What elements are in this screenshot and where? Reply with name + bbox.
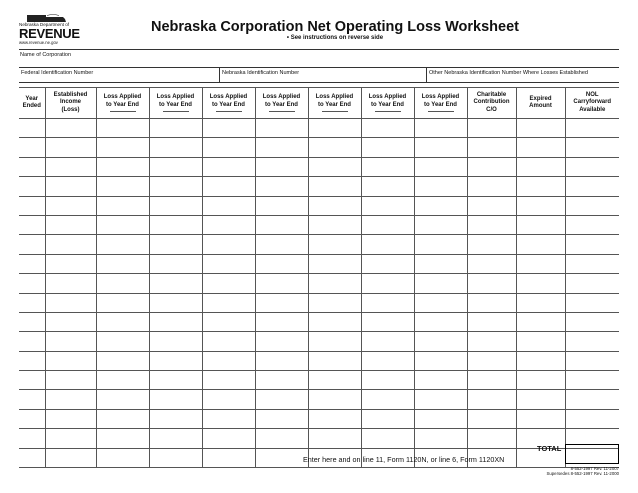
table-cell[interactable] bbox=[467, 409, 516, 428]
table-cell[interactable] bbox=[96, 371, 149, 390]
agency-website: www.revenue.ne.gov bbox=[19, 40, 58, 45]
table-cell[interactable] bbox=[45, 429, 96, 448]
column-header-line: Loss Applied bbox=[421, 94, 460, 100]
table-cell[interactable] bbox=[516, 235, 565, 254]
table-cell[interactable] bbox=[414, 293, 467, 312]
table-cell[interactable] bbox=[45, 119, 96, 138]
table-cell[interactable] bbox=[19, 390, 45, 409]
table-cell[interactable] bbox=[45, 157, 96, 176]
table-cell[interactable] bbox=[565, 138, 619, 157]
table-cell[interactable] bbox=[516, 138, 565, 157]
table-cell[interactable] bbox=[516, 215, 565, 234]
table-cell[interactable] bbox=[96, 215, 149, 234]
table-cell[interactable] bbox=[414, 351, 467, 370]
table-cell[interactable] bbox=[516, 409, 565, 428]
table-cell[interactable] bbox=[149, 293, 202, 312]
column-header bbox=[516, 88, 565, 119]
column-header bbox=[414, 88, 467, 119]
table-row bbox=[19, 274, 619, 293]
table-cell[interactable] bbox=[516, 177, 565, 196]
table-cell[interactable] bbox=[565, 312, 619, 331]
table-cell[interactable] bbox=[255, 254, 308, 273]
table-cell[interactable] bbox=[96, 351, 149, 370]
column-header-line: C/O bbox=[486, 106, 497, 113]
year-end-blank[interactable] bbox=[163, 111, 189, 112]
table-cell[interactable] bbox=[149, 235, 202, 254]
table-cell[interactable] bbox=[255, 138, 308, 157]
table-cell[interactable] bbox=[45, 371, 96, 390]
table-cell[interactable] bbox=[516, 332, 565, 351]
column-header bbox=[255, 88, 308, 119]
table-cell[interactable] bbox=[202, 235, 255, 254]
table-cell[interactable] bbox=[308, 390, 361, 409]
table-cell[interactable] bbox=[414, 332, 467, 351]
table-cell[interactable] bbox=[361, 390, 414, 409]
table-cell[interactable] bbox=[255, 293, 308, 312]
federal-id-field[interactable] bbox=[19, 68, 219, 82]
table-cell[interactable] bbox=[516, 390, 565, 409]
table-cell[interactable] bbox=[202, 390, 255, 409]
table-cell[interactable] bbox=[361, 157, 414, 176]
corporation-name-label: Name of Corporation bbox=[20, 52, 72, 58]
table-header-row bbox=[19, 88, 619, 119]
column-header-line: to Year End bbox=[318, 101, 351, 108]
total-label: TOTAL bbox=[537, 444, 562, 453]
table-cell[interactable] bbox=[96, 138, 149, 157]
table-cell[interactable] bbox=[255, 409, 308, 428]
table-cell[interactable] bbox=[361, 177, 414, 196]
form-number: 8-552-1997 Rev. 11-2007 bbox=[570, 466, 619, 471]
table-row bbox=[19, 293, 619, 312]
table-cell[interactable] bbox=[467, 196, 516, 215]
table-cell[interactable] bbox=[565, 351, 619, 370]
table-cell[interactable] bbox=[467, 390, 516, 409]
table-cell[interactable] bbox=[202, 332, 255, 351]
table-cell[interactable] bbox=[516, 312, 565, 331]
year-end-blank[interactable] bbox=[110, 111, 136, 112]
table-cell[interactable] bbox=[202, 448, 255, 467]
table-cell[interactable] bbox=[414, 177, 467, 196]
table-cell[interactable] bbox=[45, 215, 96, 234]
table-cell[interactable] bbox=[467, 274, 516, 293]
table-cell[interactable] bbox=[516, 293, 565, 312]
table-cell[interactable] bbox=[149, 312, 202, 331]
table-cell[interactable] bbox=[414, 119, 467, 138]
table-row bbox=[19, 390, 619, 409]
column-header bbox=[149, 88, 202, 119]
column-header bbox=[45, 88, 96, 119]
table-cell[interactable] bbox=[96, 409, 149, 428]
table-cell[interactable] bbox=[149, 119, 202, 138]
table-cell[interactable] bbox=[19, 351, 45, 370]
agency-name: REVENUE bbox=[19, 26, 80, 41]
table-cell[interactable] bbox=[96, 293, 149, 312]
table-cell[interactable] bbox=[149, 254, 202, 273]
table-cell[interactable] bbox=[96, 235, 149, 254]
revenue-logo bbox=[19, 14, 80, 48]
table-cell[interactable] bbox=[308, 157, 361, 176]
table-cell[interactable] bbox=[96, 254, 149, 273]
other-nebraska-id-label: Other Nebraska Identification Number Where Losses Established bbox=[429, 70, 588, 76]
table-cell[interactable] bbox=[19, 429, 45, 448]
table-row bbox=[19, 119, 619, 138]
form-title: Nebraska Corporation Net Operating Loss Worksheet bbox=[151, 19, 519, 35]
column-header-line: Expired bbox=[529, 95, 552, 102]
table-cell[interactable] bbox=[361, 254, 414, 273]
column-header-line: Charitable bbox=[476, 91, 507, 98]
table-cell[interactable] bbox=[45, 196, 96, 215]
table-cell[interactable] bbox=[19, 448, 45, 467]
table-cell[interactable] bbox=[516, 196, 565, 215]
column-header-line: to Year End bbox=[265, 101, 298, 108]
enter-instruction: Enter here and on line 11, Form 1120N, or line 6, Form 1120XN bbox=[303, 455, 505, 464]
column-header bbox=[202, 88, 255, 119]
table-cell[interactable] bbox=[202, 293, 255, 312]
year-end-blank[interactable] bbox=[428, 111, 454, 112]
table-cell[interactable] bbox=[308, 138, 361, 157]
supersedes-note: Supersedes 8-552-1997 Rev. 11-2000 bbox=[546, 471, 619, 477]
table-cell[interactable] bbox=[414, 274, 467, 293]
table-cell[interactable] bbox=[361, 274, 414, 293]
column-header bbox=[565, 88, 619, 119]
table-row bbox=[19, 409, 619, 428]
table-cell[interactable] bbox=[19, 119, 45, 138]
table-cell[interactable] bbox=[255, 312, 308, 331]
table-cell[interactable] bbox=[361, 409, 414, 428]
table-cell[interactable] bbox=[414, 196, 467, 215]
column-header-line: (Loss) bbox=[61, 106, 80, 113]
nebraska-id-label: Nebraska Identification Number bbox=[222, 70, 300, 76]
table-cell[interactable] bbox=[96, 157, 149, 176]
table-cell[interactable] bbox=[565, 215, 619, 234]
table-cell[interactable] bbox=[361, 196, 414, 215]
table-row bbox=[19, 196, 619, 215]
total-input[interactable] bbox=[565, 444, 619, 464]
table-cell[interactable] bbox=[308, 235, 361, 254]
table-cell[interactable] bbox=[19, 371, 45, 390]
table-cell[interactable] bbox=[149, 429, 202, 448]
table-cell[interactable] bbox=[467, 312, 516, 331]
table-cell[interactable] bbox=[361, 429, 414, 448]
table-cell[interactable] bbox=[308, 215, 361, 234]
table-cell[interactable] bbox=[202, 157, 255, 176]
table-cell[interactable] bbox=[202, 254, 255, 273]
table-cell[interactable] bbox=[45, 448, 96, 467]
table-cell[interactable] bbox=[414, 138, 467, 157]
table-cell[interactable] bbox=[96, 332, 149, 351]
table-cell[interactable] bbox=[308, 119, 361, 138]
column-header-line: NOL bbox=[585, 91, 599, 98]
nebraska-id-field[interactable] bbox=[219, 68, 426, 82]
table-cell[interactable] bbox=[202, 371, 255, 390]
table-cell[interactable] bbox=[202, 177, 255, 196]
table-cell[interactable] bbox=[19, 196, 45, 215]
table-row bbox=[19, 332, 619, 351]
identification-row bbox=[19, 67, 619, 83]
column-header-line: Established bbox=[53, 91, 88, 98]
year-end-blank[interactable] bbox=[322, 111, 348, 112]
column-header-line: Available bbox=[579, 106, 606, 113]
table-cell[interactable] bbox=[565, 235, 619, 254]
table-cell[interactable] bbox=[361, 312, 414, 331]
table-cell[interactable] bbox=[565, 119, 619, 138]
table-cell[interactable] bbox=[516, 254, 565, 273]
table-cell[interactable] bbox=[255, 235, 308, 254]
table-cell[interactable] bbox=[565, 196, 619, 215]
table-row bbox=[19, 254, 619, 273]
table-cell[interactable] bbox=[96, 177, 149, 196]
table-cell[interactable] bbox=[255, 429, 308, 448]
table-cell[interactable] bbox=[565, 274, 619, 293]
table-cell[interactable] bbox=[19, 409, 45, 428]
column-header bbox=[19, 88, 45, 119]
table-cell[interactable] bbox=[255, 351, 308, 370]
table-cell[interactable] bbox=[308, 351, 361, 370]
table-cell[interactable] bbox=[19, 235, 45, 254]
table-cell[interactable] bbox=[467, 332, 516, 351]
table-cell[interactable] bbox=[565, 371, 619, 390]
table-cell[interactable] bbox=[414, 215, 467, 234]
table-cell[interactable] bbox=[467, 429, 516, 448]
table-row bbox=[19, 215, 619, 234]
table-cell[interactable] bbox=[96, 448, 149, 467]
table-cell[interactable] bbox=[565, 157, 619, 176]
table-cell[interactable] bbox=[308, 274, 361, 293]
table-cell[interactable] bbox=[45, 409, 96, 428]
column-header-line: to Year End bbox=[106, 101, 139, 108]
table-cell[interactable] bbox=[255, 196, 308, 215]
table-cell[interactable] bbox=[96, 312, 149, 331]
table-cell[interactable] bbox=[308, 312, 361, 331]
other-nebraska-id-field[interactable] bbox=[426, 68, 619, 82]
table-cell[interactable] bbox=[202, 409, 255, 428]
table-cell[interactable] bbox=[255, 371, 308, 390]
column-header-line: Ended bbox=[22, 103, 41, 109]
year-end-blank[interactable] bbox=[269, 111, 295, 112]
column-header-line: to Year End bbox=[212, 101, 245, 108]
table-cell[interactable] bbox=[45, 332, 96, 351]
table-cell[interactable] bbox=[361, 371, 414, 390]
table-cell[interactable] bbox=[255, 157, 308, 176]
table-cell[interactable] bbox=[255, 390, 308, 409]
table-cell[interactable] bbox=[516, 157, 565, 176]
table-cell[interactable] bbox=[467, 235, 516, 254]
table-row bbox=[19, 177, 619, 196]
column-header-line: Loss Applied bbox=[209, 94, 248, 100]
table-cell[interactable] bbox=[516, 371, 565, 390]
department-label: Nebraska Department of bbox=[19, 22, 70, 27]
table-cell[interactable] bbox=[467, 138, 516, 157]
table-cell[interactable] bbox=[202, 215, 255, 234]
table-cell[interactable] bbox=[308, 196, 361, 215]
table-cell[interactable] bbox=[516, 119, 565, 138]
column-header-line: Income bbox=[59, 99, 81, 106]
table-row bbox=[19, 312, 619, 331]
table-cell[interactable] bbox=[308, 177, 361, 196]
table-cell[interactable] bbox=[19, 274, 45, 293]
column-header bbox=[467, 88, 516, 119]
table-cell[interactable] bbox=[361, 235, 414, 254]
table-cell[interactable] bbox=[565, 293, 619, 312]
column-header-line: Amount bbox=[529, 103, 552, 109]
column-header-line: Loss Applied bbox=[368, 94, 407, 100]
table-cell[interactable] bbox=[255, 448, 308, 467]
table-cell[interactable] bbox=[149, 351, 202, 370]
table-cell[interactable] bbox=[96, 274, 149, 293]
table-cell[interactable] bbox=[19, 254, 45, 273]
table-cell[interactable] bbox=[45, 312, 96, 331]
table-cell[interactable] bbox=[565, 332, 619, 351]
table-cell[interactable] bbox=[149, 177, 202, 196]
federal-id-label: Federal Identification Number bbox=[21, 70, 94, 76]
table-cell[interactable] bbox=[149, 196, 202, 215]
corporation-name-field[interactable] bbox=[19, 49, 619, 61]
table-cell[interactable] bbox=[361, 332, 414, 351]
table-cell[interactable] bbox=[565, 409, 619, 428]
column-header-line: Carryforward bbox=[573, 99, 612, 106]
table-cell[interactable] bbox=[45, 138, 96, 157]
column-header-line: Loss Applied bbox=[156, 94, 195, 100]
table-cell[interactable] bbox=[361, 351, 414, 370]
table-cell[interactable] bbox=[467, 254, 516, 273]
table-cell[interactable] bbox=[516, 274, 565, 293]
table-cell[interactable] bbox=[414, 429, 467, 448]
table-row bbox=[19, 371, 619, 390]
column-header-line: to Year End bbox=[371, 101, 404, 108]
table-cell[interactable] bbox=[45, 254, 96, 273]
table-cell[interactable] bbox=[45, 177, 96, 196]
table-cell[interactable] bbox=[308, 332, 361, 351]
table-cell[interactable] bbox=[149, 409, 202, 428]
column-header-line: Loss Applied bbox=[103, 94, 142, 100]
column-header-line: to Year End bbox=[424, 101, 457, 108]
table-cell[interactable] bbox=[45, 274, 96, 293]
table-cell[interactable] bbox=[96, 390, 149, 409]
table-cell[interactable] bbox=[96, 196, 149, 215]
table-cell[interactable] bbox=[255, 215, 308, 234]
table-cell[interactable] bbox=[202, 138, 255, 157]
table-cell[interactable] bbox=[308, 254, 361, 273]
table-cell[interactable] bbox=[19, 293, 45, 312]
table-cell[interactable] bbox=[255, 177, 308, 196]
table-cell[interactable] bbox=[414, 312, 467, 331]
table-cell[interactable] bbox=[255, 332, 308, 351]
table-cell[interactable] bbox=[361, 215, 414, 234]
table-cell[interactable] bbox=[467, 119, 516, 138]
table-cell[interactable] bbox=[45, 351, 96, 370]
table-cell[interactable] bbox=[19, 312, 45, 331]
table-cell[interactable] bbox=[202, 429, 255, 448]
table-cell[interactable] bbox=[361, 119, 414, 138]
table-cell[interactable] bbox=[308, 371, 361, 390]
table-cell[interactable] bbox=[467, 177, 516, 196]
table-body bbox=[19, 119, 619, 468]
column-header-line: Contribution bbox=[473, 99, 510, 106]
table-cell[interactable] bbox=[19, 157, 45, 176]
table-cell[interactable] bbox=[308, 409, 361, 428]
table-cell[interactable] bbox=[19, 215, 45, 234]
column-header bbox=[361, 88, 414, 119]
table-row bbox=[19, 235, 619, 254]
table-cell[interactable] bbox=[19, 138, 45, 157]
column-header-line: to Year End bbox=[159, 101, 192, 108]
table-row bbox=[19, 138, 619, 157]
column-header bbox=[308, 88, 361, 119]
table-cell[interactable] bbox=[45, 293, 96, 312]
table-row bbox=[19, 429, 619, 448]
table-cell[interactable] bbox=[467, 371, 516, 390]
table-cell[interactable] bbox=[361, 138, 414, 157]
table-cell[interactable] bbox=[516, 351, 565, 370]
table-cell[interactable] bbox=[202, 196, 255, 215]
table-cell[interactable] bbox=[149, 215, 202, 234]
table-cell[interactable] bbox=[308, 429, 361, 448]
table-cell[interactable] bbox=[202, 351, 255, 370]
table-cell[interactable] bbox=[414, 390, 467, 409]
table-cell[interactable] bbox=[96, 429, 149, 448]
table-cell[interactable] bbox=[96, 119, 149, 138]
table-cell[interactable] bbox=[149, 448, 202, 467]
table-cell[interactable] bbox=[467, 215, 516, 234]
table-cell[interactable] bbox=[45, 390, 96, 409]
table-cell[interactable] bbox=[565, 254, 619, 273]
table-cell[interactable] bbox=[202, 119, 255, 138]
table-cell[interactable] bbox=[361, 293, 414, 312]
table-cell[interactable] bbox=[149, 371, 202, 390]
table-cell[interactable] bbox=[19, 177, 45, 196]
table-cell[interactable] bbox=[565, 177, 619, 196]
table-cell[interactable] bbox=[149, 138, 202, 157]
year-end-blank[interactable] bbox=[375, 111, 401, 112]
table-row bbox=[19, 351, 619, 370]
table-cell[interactable] bbox=[414, 371, 467, 390]
table-cell[interactable] bbox=[45, 235, 96, 254]
table-cell[interactable] bbox=[255, 274, 308, 293]
table-cell[interactable] bbox=[202, 274, 255, 293]
table-cell[interactable] bbox=[202, 312, 255, 331]
table-cell[interactable] bbox=[414, 235, 467, 254]
table-cell[interactable] bbox=[467, 351, 516, 370]
nebraska-map-icon bbox=[27, 14, 67, 22]
form-subtitle: • See instructions on reverse side bbox=[286, 35, 384, 41]
table-cell[interactable] bbox=[414, 157, 467, 176]
year-end-blank[interactable] bbox=[216, 111, 242, 112]
table-cell[interactable] bbox=[149, 157, 202, 176]
table-cell[interactable] bbox=[19, 332, 45, 351]
table-cell[interactable] bbox=[467, 293, 516, 312]
nol-worksheet-table bbox=[19, 87, 619, 468]
table-cell[interactable] bbox=[565, 390, 619, 409]
table-cell[interactable] bbox=[255, 119, 308, 138]
table-row bbox=[19, 157, 619, 176]
revision-note bbox=[547, 466, 619, 477]
column-header bbox=[96, 88, 149, 119]
column-header-line: Loss Applied bbox=[262, 94, 301, 100]
table-cell[interactable] bbox=[308, 293, 361, 312]
column-header-line: Year bbox=[25, 95, 39, 102]
table-cell[interactable] bbox=[149, 390, 202, 409]
table-cell[interactable] bbox=[149, 332, 202, 351]
table-cell[interactable] bbox=[414, 254, 467, 273]
table-cell[interactable] bbox=[149, 274, 202, 293]
table-cell[interactable] bbox=[467, 157, 516, 176]
table-cell[interactable] bbox=[414, 409, 467, 428]
column-header-line: Loss Applied bbox=[315, 94, 354, 100]
